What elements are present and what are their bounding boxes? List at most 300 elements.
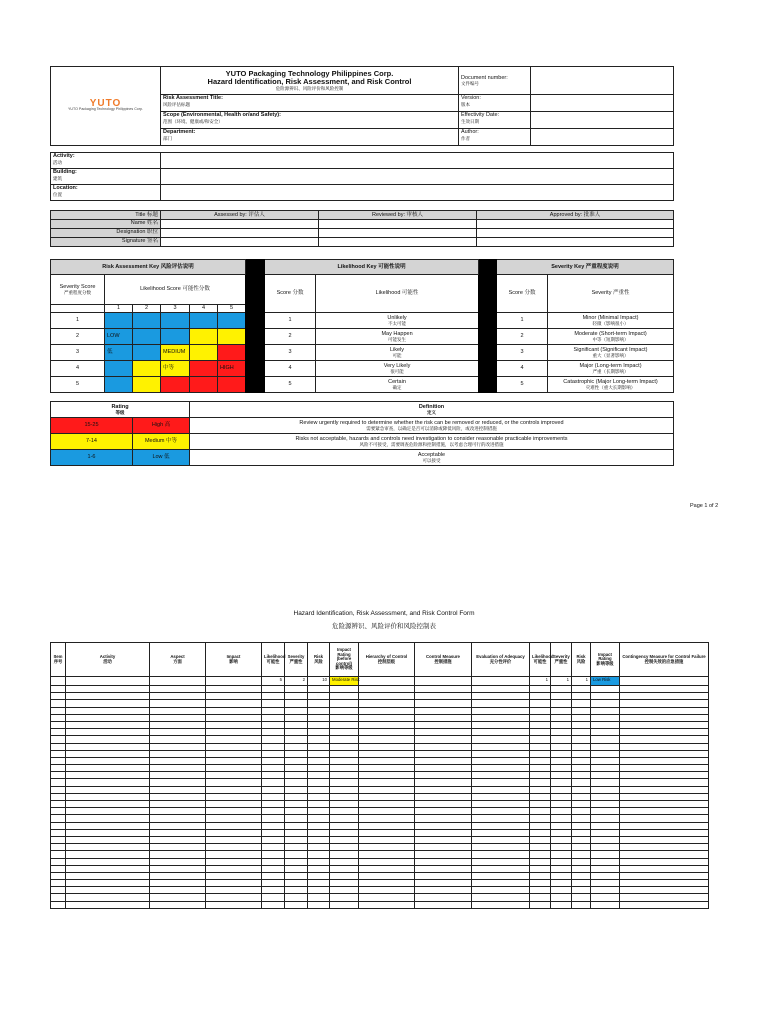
form-cell[interactable] <box>308 786 330 793</box>
form-cell[interactable] <box>472 772 530 779</box>
form-cell[interactable] <box>330 872 359 879</box>
form-cell[interactable] <box>285 750 308 757</box>
form-cell[interactable] <box>572 686 591 693</box>
version-value[interactable] <box>531 95 674 112</box>
form-cell[interactable] <box>551 836 572 843</box>
form-cell[interactable] <box>262 786 285 793</box>
form-cell[interactable] <box>66 887 150 894</box>
form-cell[interactable] <box>330 865 359 872</box>
form-cell[interactable] <box>620 793 709 800</box>
form-cell[interactable] <box>206 779 262 786</box>
form-cell[interactable] <box>330 836 359 843</box>
form-cell[interactable] <box>530 786 551 793</box>
approved-designation[interactable] <box>477 229 674 238</box>
form-cell[interactable] <box>620 750 709 757</box>
form-cell[interactable] <box>472 851 530 858</box>
form-cell[interactable] <box>308 865 330 872</box>
form-cell[interactable] <box>551 815 572 822</box>
form-cell[interactable] <box>359 815 415 822</box>
form-cell[interactable] <box>591 880 620 887</box>
form-cell[interactable] <box>285 700 308 707</box>
form-cell[interactable] <box>551 721 572 728</box>
form-cell[interactable] <box>415 836 472 843</box>
form-cell[interactable] <box>359 872 415 879</box>
form-cell[interactable] <box>206 729 262 736</box>
form-cell[interactable] <box>620 801 709 808</box>
form-cell[interactable] <box>551 808 572 815</box>
form-cell[interactable] <box>285 836 308 843</box>
form-cell[interactable] <box>262 750 285 757</box>
form-cell[interactable] <box>262 880 285 887</box>
form-cell[interactable] <box>572 844 591 851</box>
form-cell[interactable] <box>472 714 530 721</box>
form-cell[interactable]: Moderate Risk <box>330 677 359 686</box>
form-cell[interactable] <box>150 815 206 822</box>
form-cell[interactable] <box>359 901 415 908</box>
form-cell[interactable] <box>359 829 415 836</box>
approved-signature[interactable] <box>477 238 674 247</box>
assessed-signature[interactable] <box>161 238 319 247</box>
form-cell[interactable] <box>285 829 308 836</box>
form-cell[interactable] <box>66 707 150 714</box>
form-cell[interactable] <box>530 844 551 851</box>
form-cell[interactable] <box>572 822 591 829</box>
form-cell[interactable] <box>551 793 572 800</box>
form-cell[interactable] <box>206 829 262 836</box>
form-cell[interactable] <box>150 822 206 829</box>
form-cell[interactable] <box>472 872 530 879</box>
form-cell[interactable] <box>150 858 206 865</box>
form-cell[interactable] <box>330 901 359 908</box>
form-cell[interactable] <box>206 707 262 714</box>
form-cell[interactable] <box>359 700 415 707</box>
form-cell[interactable]: 2 <box>285 677 308 686</box>
form-cell[interactable] <box>150 836 206 843</box>
scope-cell[interactable] <box>161 112 459 129</box>
form-cell[interactable] <box>66 693 150 700</box>
form-cell[interactable] <box>472 786 530 793</box>
form-cell[interactable] <box>285 736 308 743</box>
form-cell[interactable] <box>262 729 285 736</box>
form-cell[interactable] <box>620 872 709 879</box>
form-cell[interactable] <box>51 714 66 721</box>
form-cell[interactable] <box>572 757 591 764</box>
form-cell[interactable] <box>330 808 359 815</box>
form-cell[interactable] <box>472 865 530 872</box>
form-cell[interactable] <box>620 743 709 750</box>
form-cell[interactable] <box>262 865 285 872</box>
form-cell[interactable] <box>51 779 66 786</box>
form-cell[interactable] <box>308 872 330 879</box>
form-cell[interactable] <box>150 765 206 772</box>
form-cell[interactable] <box>591 901 620 908</box>
form-cell[interactable] <box>262 793 285 800</box>
form-cell[interactable] <box>359 765 415 772</box>
form-cell[interactable] <box>472 693 530 700</box>
form-cell[interactable] <box>415 714 472 721</box>
form-cell[interactable] <box>206 700 262 707</box>
form-cell[interactable] <box>330 822 359 829</box>
form-cell[interactable] <box>262 836 285 843</box>
form-cell[interactable] <box>572 887 591 894</box>
form-cell[interactable] <box>551 829 572 836</box>
form-cell[interactable] <box>530 822 551 829</box>
risk-title-cell[interactable] <box>161 95 459 112</box>
doc-number-value[interactable] <box>531 67 674 95</box>
form-cell[interactable] <box>150 700 206 707</box>
form-cell[interactable] <box>472 887 530 894</box>
form-cell[interactable] <box>620 677 709 686</box>
form-cell[interactable] <box>308 693 330 700</box>
form-cell[interactable] <box>591 743 620 750</box>
form-cell[interactable] <box>51 750 66 757</box>
form-cell[interactable] <box>359 786 415 793</box>
form-cell[interactable] <box>262 894 285 901</box>
form-cell[interactable] <box>415 851 472 858</box>
form-cell[interactable] <box>572 729 591 736</box>
form-cell[interactable] <box>620 815 709 822</box>
form-cell[interactable] <box>66 757 150 764</box>
form-cell[interactable] <box>415 865 472 872</box>
form-cell[interactable] <box>262 721 285 728</box>
form-cell[interactable] <box>51 693 66 700</box>
form-cell[interactable] <box>620 686 709 693</box>
form-cell[interactable] <box>308 736 330 743</box>
form-cell[interactable] <box>591 714 620 721</box>
form-cell[interactable] <box>308 686 330 693</box>
form-cell[interactable] <box>472 757 530 764</box>
form-cell[interactable] <box>472 808 530 815</box>
form-cell[interactable] <box>308 729 330 736</box>
form-cell[interactable] <box>330 793 359 800</box>
form-cell[interactable] <box>308 721 330 728</box>
form-cell[interactable] <box>591 872 620 879</box>
form-cell[interactable] <box>359 779 415 786</box>
form-cell[interactable] <box>572 750 591 757</box>
form-cell[interactable] <box>591 829 620 836</box>
form-cell[interactable] <box>551 801 572 808</box>
form-cell[interactable] <box>572 829 591 836</box>
form-cell[interactable] <box>66 865 150 872</box>
form-cell[interactable] <box>472 750 530 757</box>
form-cell[interactable] <box>285 779 308 786</box>
form-cell[interactable] <box>472 901 530 908</box>
form-cell[interactable] <box>330 851 359 858</box>
form-cell[interactable] <box>415 693 472 700</box>
form-cell[interactable] <box>572 793 591 800</box>
form-cell[interactable] <box>572 779 591 786</box>
form-cell[interactable] <box>415 779 472 786</box>
form-cell[interactable] <box>51 880 66 887</box>
form-cell[interactable] <box>262 743 285 750</box>
form-cell[interactable] <box>262 815 285 822</box>
form-cell[interactable] <box>359 677 415 686</box>
form-cell[interactable] <box>51 677 66 686</box>
form-cell[interactable] <box>308 808 330 815</box>
form-cell[interactable] <box>415 686 472 693</box>
form-cell[interactable] <box>620 894 709 901</box>
form-cell[interactable] <box>530 707 551 714</box>
form-cell[interactable] <box>51 786 66 793</box>
form-cell[interactable] <box>530 714 551 721</box>
form-cell[interactable] <box>51 872 66 879</box>
form-cell[interactable] <box>591 894 620 901</box>
form-cell[interactable] <box>150 851 206 858</box>
form-cell[interactable] <box>472 829 530 836</box>
form-cell[interactable] <box>285 686 308 693</box>
form-cell[interactable] <box>551 880 572 887</box>
form-cell[interactable] <box>415 844 472 851</box>
form-cell[interactable] <box>572 765 591 772</box>
form-cell[interactable] <box>51 772 66 779</box>
form-cell[interactable] <box>206 686 262 693</box>
form-cell[interactable] <box>551 901 572 908</box>
form-cell[interactable] <box>620 700 709 707</box>
form-cell[interactable] <box>330 887 359 894</box>
form-cell[interactable] <box>620 887 709 894</box>
reviewed-name[interactable] <box>319 220 477 229</box>
form-cell[interactable] <box>285 721 308 728</box>
form-cell[interactable] <box>330 721 359 728</box>
form-cell[interactable] <box>285 743 308 750</box>
form-cell[interactable] <box>359 844 415 851</box>
form-cell[interactable] <box>359 686 415 693</box>
form-cell[interactable] <box>285 801 308 808</box>
form-cell[interactable] <box>551 858 572 865</box>
form-cell[interactable] <box>591 686 620 693</box>
form-cell[interactable] <box>206 757 262 764</box>
form-cell[interactable] <box>572 894 591 901</box>
form-cell[interactable] <box>359 858 415 865</box>
form-cell[interactable] <box>51 858 66 865</box>
assessed-designation[interactable] <box>161 229 319 238</box>
form-cell[interactable] <box>66 793 150 800</box>
form-cell[interactable] <box>415 786 472 793</box>
form-cell[interactable] <box>330 772 359 779</box>
form-cell[interactable] <box>285 858 308 865</box>
form-cell[interactable] <box>66 815 150 822</box>
reviewed-signature[interactable] <box>319 238 477 247</box>
form-cell[interactable] <box>530 686 551 693</box>
form-cell[interactable] <box>51 844 66 851</box>
form-cell[interactable] <box>572 851 591 858</box>
form-cell[interactable] <box>285 865 308 872</box>
form-cell[interactable] <box>620 729 709 736</box>
form-cell[interactable] <box>591 765 620 772</box>
form-cell[interactable] <box>359 693 415 700</box>
form-cell[interactable] <box>359 714 415 721</box>
form-cell[interactable] <box>150 736 206 743</box>
form-cell[interactable]: Low Risk <box>591 677 620 686</box>
form-cell[interactable]: 5 <box>262 677 285 686</box>
form-cell[interactable] <box>308 858 330 865</box>
form-cell[interactable] <box>262 707 285 714</box>
form-cell[interactable] <box>472 765 530 772</box>
form-cell[interactable] <box>591 721 620 728</box>
form-cell[interactable] <box>285 894 308 901</box>
form-cell[interactable] <box>66 714 150 721</box>
form-cell[interactable] <box>150 779 206 786</box>
form-cell[interactable] <box>51 822 66 829</box>
form-cell[interactable] <box>330 786 359 793</box>
form-cell[interactable] <box>591 786 620 793</box>
form-cell[interactable] <box>150 793 206 800</box>
form-cell[interactable] <box>591 693 620 700</box>
form-cell[interactable] <box>415 729 472 736</box>
form-cell[interactable] <box>415 815 472 822</box>
form-cell[interactable] <box>66 829 150 836</box>
form-cell[interactable] <box>591 815 620 822</box>
form-cell[interactable] <box>150 772 206 779</box>
form-cell[interactable] <box>308 714 330 721</box>
form-cell[interactable] <box>308 829 330 836</box>
form-cell[interactable] <box>472 801 530 808</box>
form-cell[interactable] <box>51 851 66 858</box>
form-cell[interactable] <box>415 872 472 879</box>
form-cell[interactable] <box>415 721 472 728</box>
form-cell[interactable] <box>66 721 150 728</box>
form-cell[interactable] <box>591 750 620 757</box>
form-cell[interactable] <box>206 736 262 743</box>
form-cell[interactable] <box>620 844 709 851</box>
form-cell[interactable] <box>472 836 530 843</box>
form-cell[interactable] <box>285 693 308 700</box>
form-cell[interactable] <box>262 779 285 786</box>
form-cell[interactable] <box>415 700 472 707</box>
form-cell[interactable] <box>150 786 206 793</box>
form-cell[interactable] <box>551 686 572 693</box>
form-cell[interactable] <box>308 851 330 858</box>
form-cell[interactable] <box>415 743 472 750</box>
form-cell[interactable] <box>551 865 572 872</box>
form-cell[interactable] <box>51 700 66 707</box>
form-cell[interactable] <box>308 801 330 808</box>
form-cell[interactable] <box>262 757 285 764</box>
form-cell[interactable] <box>620 693 709 700</box>
form-cell[interactable] <box>262 772 285 779</box>
form-cell[interactable] <box>206 894 262 901</box>
form-cell[interactable] <box>620 829 709 836</box>
form-cell[interactable] <box>330 757 359 764</box>
form-cell[interactable] <box>551 757 572 764</box>
form-cell[interactable] <box>150 750 206 757</box>
form-cell[interactable] <box>620 865 709 872</box>
form-cell[interactable] <box>359 721 415 728</box>
form-cell[interactable] <box>572 872 591 879</box>
form-cell[interactable] <box>572 693 591 700</box>
form-cell[interactable] <box>359 836 415 843</box>
form-cell[interactable] <box>308 779 330 786</box>
form-cell[interactable] <box>330 750 359 757</box>
form-cell[interactable] <box>285 822 308 829</box>
form-cell[interactable] <box>415 736 472 743</box>
form-cell[interactable] <box>551 851 572 858</box>
form-cell[interactable] <box>262 700 285 707</box>
form-cell[interactable] <box>551 693 572 700</box>
form-cell[interactable] <box>415 772 472 779</box>
form-cell[interactable] <box>591 808 620 815</box>
form-cell[interactable] <box>330 700 359 707</box>
form-cell[interactable] <box>206 844 262 851</box>
form-cell[interactable] <box>66 700 150 707</box>
form-cell[interactable] <box>359 801 415 808</box>
form-cell[interactable]: 10 <box>308 677 330 686</box>
form-cell[interactable] <box>472 677 530 686</box>
form-cell[interactable] <box>551 707 572 714</box>
form-cell[interactable] <box>530 880 551 887</box>
form-cell[interactable] <box>620 736 709 743</box>
form-cell[interactable] <box>551 700 572 707</box>
form-cell[interactable] <box>308 700 330 707</box>
form-cell[interactable] <box>359 808 415 815</box>
form-cell[interactable] <box>415 750 472 757</box>
form-cell[interactable] <box>415 829 472 836</box>
form-cell[interactable] <box>206 901 262 908</box>
form-cell[interactable] <box>591 707 620 714</box>
form-cell[interactable] <box>51 743 66 750</box>
form-cell[interactable] <box>330 894 359 901</box>
form-cell[interactable] <box>359 894 415 901</box>
form-cell[interactable] <box>359 865 415 872</box>
form-cell[interactable] <box>51 757 66 764</box>
form-cell[interactable] <box>551 822 572 829</box>
form-cell[interactable] <box>308 772 330 779</box>
form-cell[interactable] <box>330 686 359 693</box>
form-cell[interactable] <box>359 757 415 764</box>
form-cell[interactable] <box>530 865 551 872</box>
form-cell[interactable] <box>530 808 551 815</box>
form-cell[interactable] <box>150 887 206 894</box>
form-cell[interactable] <box>572 880 591 887</box>
form-cell[interactable] <box>530 757 551 764</box>
form-cell[interactable] <box>591 779 620 786</box>
form-cell[interactable] <box>51 793 66 800</box>
form-cell[interactable] <box>150 865 206 872</box>
form-cell[interactable] <box>415 765 472 772</box>
form-cell[interactable] <box>530 851 551 858</box>
form-cell[interactable] <box>206 815 262 822</box>
form-cell[interactable] <box>530 901 551 908</box>
form-cell[interactable] <box>51 729 66 736</box>
form-cell[interactable] <box>150 677 206 686</box>
form-cell[interactable] <box>572 707 591 714</box>
form-cell[interactable] <box>530 858 551 865</box>
form-cell[interactable] <box>66 686 150 693</box>
form-cell[interactable] <box>415 901 472 908</box>
form-cell[interactable] <box>66 765 150 772</box>
form-cell[interactable] <box>472 880 530 887</box>
form-cell[interactable] <box>551 844 572 851</box>
form-cell[interactable] <box>620 822 709 829</box>
form-cell[interactable] <box>150 707 206 714</box>
form-cell[interactable] <box>150 743 206 750</box>
form-cell[interactable] <box>472 700 530 707</box>
form-cell[interactable] <box>262 686 285 693</box>
form-cell[interactable] <box>206 743 262 750</box>
form-cell[interactable] <box>66 743 150 750</box>
form-cell[interactable] <box>51 707 66 714</box>
approved-name[interactable] <box>477 220 674 229</box>
form-cell[interactable] <box>330 858 359 865</box>
form-cell[interactable] <box>308 815 330 822</box>
form-cell[interactable] <box>620 772 709 779</box>
form-cell[interactable] <box>472 793 530 800</box>
form-cell[interactable] <box>206 750 262 757</box>
form-cell[interactable] <box>262 858 285 865</box>
form-cell[interactable] <box>530 750 551 757</box>
form-cell[interactable] <box>591 836 620 843</box>
form-cell[interactable] <box>572 865 591 872</box>
